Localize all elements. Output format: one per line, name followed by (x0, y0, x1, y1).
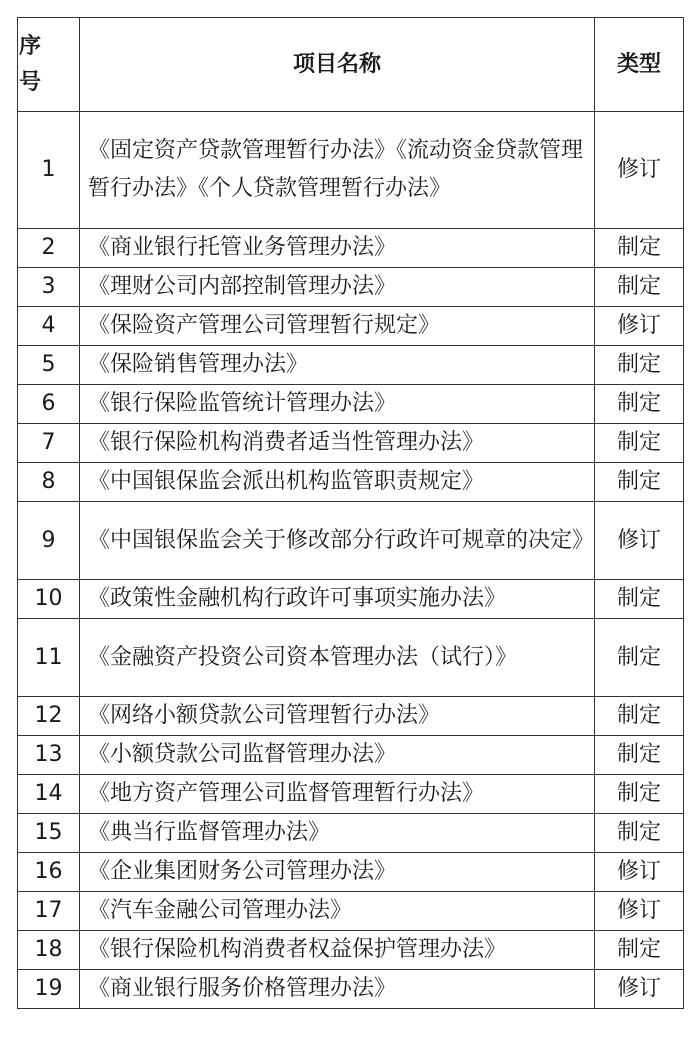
row-name: 《小额贷款公司监督管理办法》 (80, 736, 595, 775)
table-row (18, 268, 684, 307)
table-header-row (18, 18, 684, 112)
table-row (18, 619, 684, 697)
table-row (18, 892, 684, 931)
table-row (18, 814, 684, 853)
row-type: 制定 (595, 697, 684, 736)
row-num: 5 (18, 346, 80, 385)
row-name: 《典当行监督管理办法》 (80, 814, 595, 853)
table-row (18, 697, 684, 736)
row-type: 修订 (595, 112, 684, 229)
header-num: 序号 (18, 18, 80, 112)
row-num: 15 (18, 814, 80, 853)
regulation-table (17, 17, 684, 1009)
row-num: 4 (18, 307, 80, 346)
row-type: 修订 (595, 853, 684, 892)
table-row (18, 424, 684, 463)
row-num: 14 (18, 775, 80, 814)
row-name: 《银行保险机构消费者适当性管理办法》 (80, 424, 595, 463)
row-type: 制定 (595, 931, 684, 970)
row-type: 修订 (595, 970, 684, 1009)
table-row (18, 736, 684, 775)
row-type: 制定 (595, 580, 684, 619)
row-type: 制定 (595, 775, 684, 814)
table-row (18, 385, 684, 424)
row-name: 《保险资产管理公司管理暂行规定》 (80, 307, 595, 346)
row-name: 《理财公司内部控制管理办法》 (80, 268, 595, 307)
row-name: 《地方资产管理公司监督管理暂行办法》 (80, 775, 595, 814)
table-row (18, 229, 684, 268)
row-name: 《企业集团财务公司管理办法》 (80, 853, 595, 892)
row-name: 《银行保险机构消费者权益保护管理办法》 (80, 931, 595, 970)
row-type: 修订 (595, 892, 684, 931)
row-name: 《银行保险监管统计管理办法》 (80, 385, 595, 424)
row-num: 8 (18, 463, 80, 502)
row-type: 修订 (595, 502, 684, 580)
row-num: 12 (18, 697, 80, 736)
row-type: 制定 (595, 463, 684, 502)
row-name: 《政策性金融机构行政许可事项实施办法》 (80, 580, 595, 619)
table-row (18, 502, 684, 580)
row-name: 《中国银保监会派出机构监管职责规定》 (80, 463, 595, 502)
table-row (18, 463, 684, 502)
row-type: 制定 (595, 346, 684, 385)
table-row (18, 970, 684, 1009)
table-row (18, 346, 684, 385)
row-name: 《固定资产贷款管理暂行办法》《流动资金贷款管理暂行办法》《个人贷款管理暂行办法》 (80, 112, 595, 229)
table-row (18, 931, 684, 970)
row-num: 3 (18, 268, 80, 307)
row-num: 19 (18, 970, 80, 1009)
row-num: 13 (18, 736, 80, 775)
row-num: 10 (18, 580, 80, 619)
table-row (18, 580, 684, 619)
row-name: 《中国银保监会关于修改部分行政许可规章的决定》 (80, 502, 595, 580)
header-type: 类型 (595, 18, 684, 112)
row-type: 制定 (595, 619, 684, 697)
row-num: 17 (18, 892, 80, 931)
row-num: 6 (18, 385, 80, 424)
row-num: 18 (18, 931, 80, 970)
row-type: 修订 (595, 307, 684, 346)
row-type: 制定 (595, 736, 684, 775)
row-type: 制定 (595, 385, 684, 424)
regulation-table-container (17, 17, 684, 1009)
table-row (18, 853, 684, 892)
row-type: 制定 (595, 268, 684, 307)
row-type: 制定 (595, 814, 684, 853)
row-name: 《商业银行托管业务管理办法》 (80, 229, 595, 268)
header-name: 项目名称 (80, 18, 595, 112)
row-name: 《网络小额贷款公司管理暂行办法》 (80, 697, 595, 736)
row-num: 2 (18, 229, 80, 268)
row-type: 制定 (595, 424, 684, 463)
table-row (18, 307, 684, 346)
row-name: 《金融资产投资公司资本管理办法（试行）》 (80, 619, 595, 697)
row-num: 1 (18, 112, 80, 229)
row-name: 《商业银行服务价格管理办法》 (80, 970, 595, 1009)
row-name: 《汽车金融公司管理办法》 (80, 892, 595, 931)
row-name: 《保险销售管理办法》 (80, 346, 595, 385)
row-num: 9 (18, 502, 80, 580)
table-row (18, 112, 684, 229)
row-num: 11 (18, 619, 80, 697)
row-type: 制定 (595, 229, 684, 268)
row-num: 7 (18, 424, 80, 463)
row-num: 16 (18, 853, 80, 892)
table-row (18, 775, 684, 814)
